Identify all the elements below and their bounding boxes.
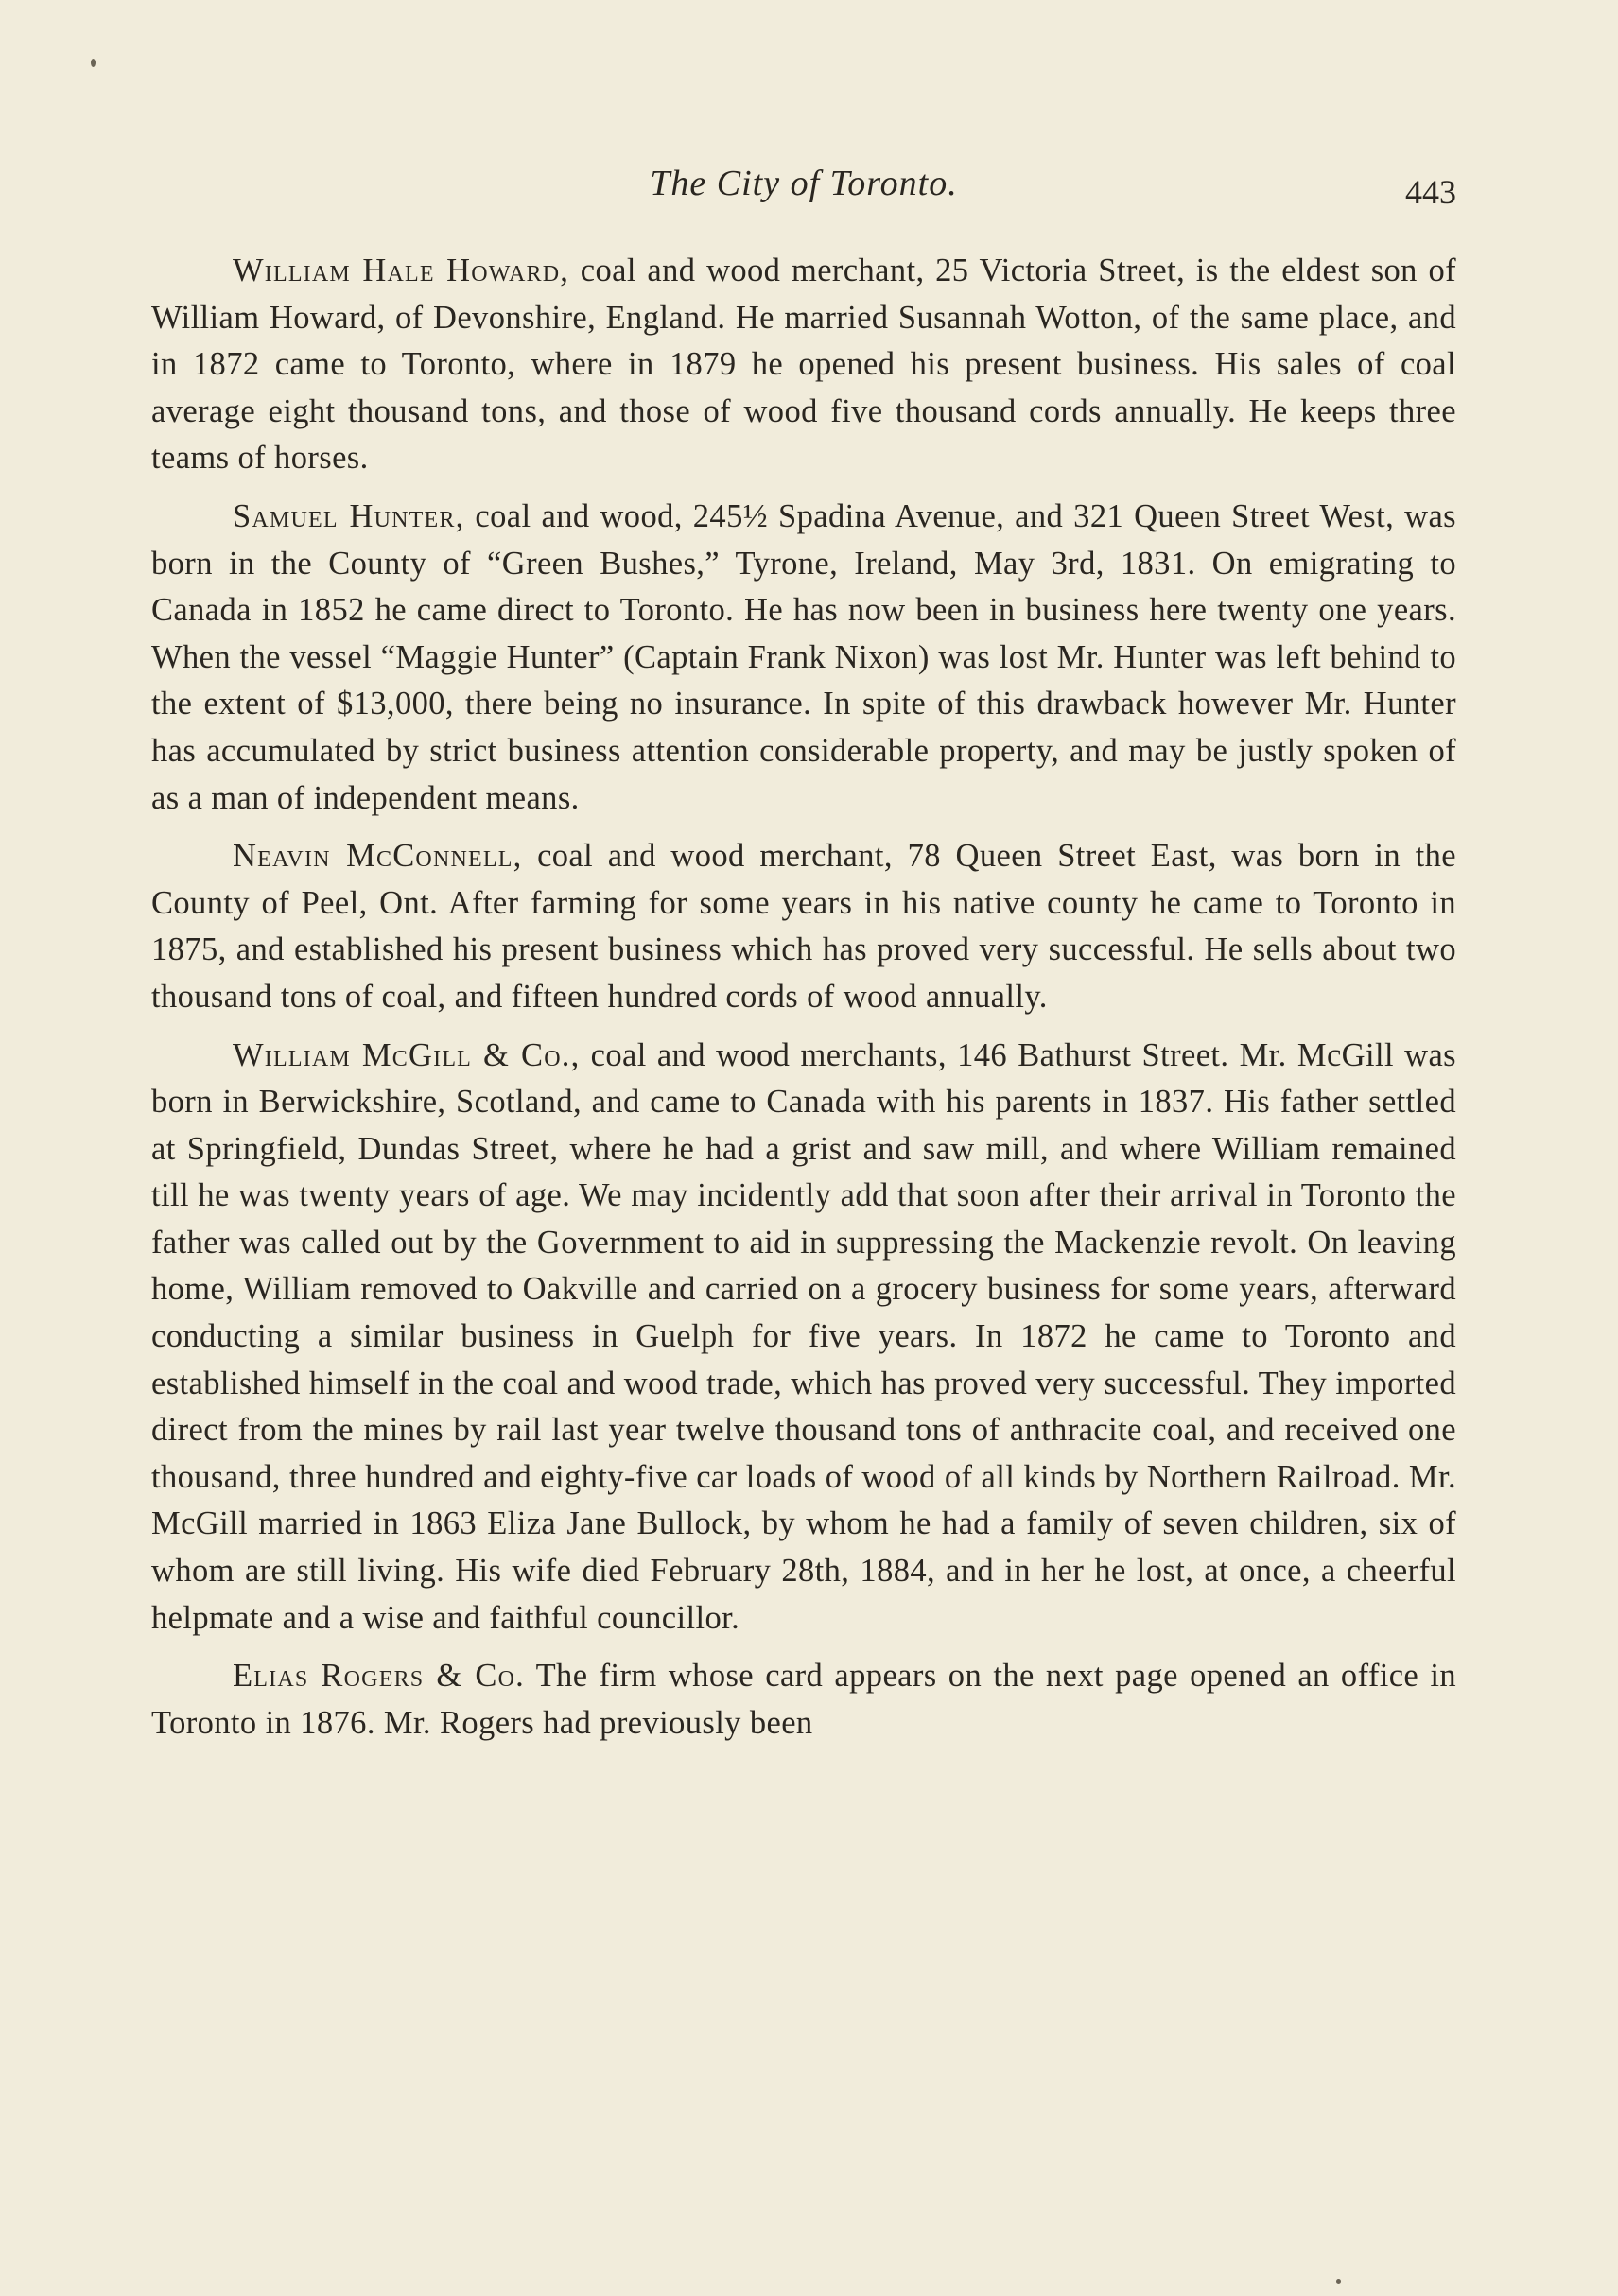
- entry-samuel-hunter: [151, 494, 1456, 822]
- entry-text: coal and wood merchant, 78 Queen Street East, was born in the County of Peel, Ont. After farming for some years in his native county he came to Toronto in 1875, and established his present business which has proved very successful. He sells about two thousand tons of coal, and fifteen hundred cords of wood annually.: [151, 838, 1456, 1015]
- entry-name: William Hale Howard,: [233, 252, 570, 288]
- entry-neavin-mcconnell: [151, 833, 1456, 1020]
- page-blemish: [1336, 2279, 1341, 2284]
- entry-william-mcgill: [151, 1033, 1456, 1643]
- entry-name: Samuel Hunter,: [233, 497, 465, 534]
- entry-name: Neavin McConnell,: [233, 838, 523, 875]
- running-title: The City of Toronto.: [650, 164, 958, 203]
- entry-william-hale-howard: [151, 248, 1456, 482]
- entry-text: coal and wood merchant, 25 Victoria Street, is the eldest son of William Howard, of Devonshire, England. He married Susannah Wotton, of the same place, and in 1872 came to Toronto, where in 1879 he opened his present business. His sales of coal average eight thousand tons, and those of wood five thousand cords annually. He keeps three teams of horses.: [151, 252, 1456, 477]
- entry-name: Elias Rogers & Co.: [233, 1658, 525, 1695]
- page-blemish: [91, 59, 96, 67]
- entry-elias-rogers: [151, 1653, 1456, 1747]
- entry-text: The firm whose card appears on the next page opened an office in Toronto in 1876. Mr. Rogers had previously been: [151, 1658, 1456, 1741]
- entry-name: William McGill & Co.,: [233, 1036, 581, 1073]
- entry-text: coal and wood, 245½ Spadina Avenue, and 321 Queen Street West, was born in the County of “Green Bushes,” Tyrone, Ireland, May 3rd, 1831. On emigrating to Canada in 1852 he came direct to Toronto. He has now been in business here twenty one years. When the vessel “Maggie Hunter” (Captain Frank Nixon) was lost Mr. Hunter was left behind to the extent of $13,000, there being no insurance. In spite of this drawback however Mr. Hunter has accumulated by strict business attention considerable property, and may be justly spoken of as a man of independent means.: [151, 497, 1456, 816]
- page-number: 443: [1405, 173, 1456, 211]
- entry-text: coal and wood merchants, 146 Bathurst Street. Mr. McGill was born in Berwickshire, Scotland, and came to Canada with his parents in 1837. His father settled at Springfield, Dundas Street, where he had a grist and saw mill, and where William remained till he was twenty years of age. We may incidently add that soon after their arrival in Toronto the father was called out by the Government to aid in suppressing the Mackenzie revolt. On leaving home, William removed to Oakville and carried on a grocery business for some years, afterward conducting a similar business in Guelph for five years. In 1872 he came to Toronto and established himself in the coal and wood trade, which has proved very successful. They imported direct from the mines by rail last year twelve thousand tons of anthracite coal, and received one thousand, three hundred and eighty-five car loads of wood of all kinds by Northern Railroad. Mr. McGill married in 1863 Eliza Jane Bullock, by whom he had a family of seven children, six of whom are still living. His wife died February 28th, 1884, and in her he lost, at once, a cheerful helpmate and a wise and faithful councillor.: [151, 1036, 1456, 1636]
- page-header: [151, 163, 1456, 219]
- page-body: [151, 248, 1456, 1758]
